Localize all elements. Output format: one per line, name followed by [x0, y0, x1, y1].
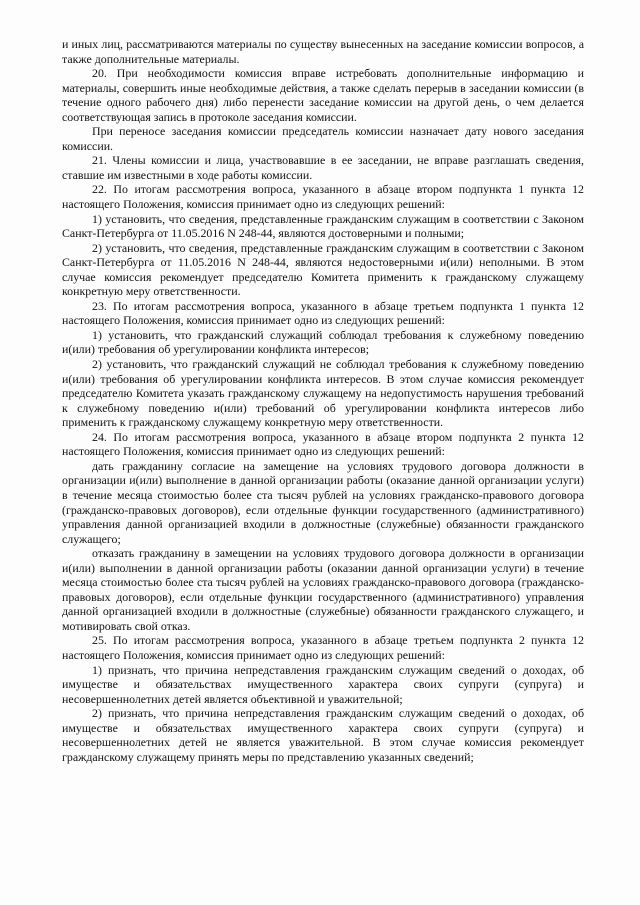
paragraph: 2) признать, что причина непредставления гражданским служащим сведений о доходах, об имуществе и обязательствах имущественного характера своих супруги (супруга) и несовершеннолетних детей не является уважительной. В этом случае комиссия рекомендует гражданскому служащему принять меры по представлению указанных сведений;: [62, 706, 584, 764]
paragraph: отказать гражданину в замещении на условиях трудового договора должности в организации и(или) выполнении в данной организации работы (оказании данной организации услуги) в течение месяца стоимостью более ста тысяч рублей на условиях гражданско-правового договора (гражданско-правовых договоров), если отдельные функции государственного (административного) управления данной организацией входили в должностные (служебные) обязанности гражданского служащего, и мотивировать свой отказ.: [62, 546, 584, 633]
paragraph: 1) установить, что сведения, представленные гражданским служащим в соответствии с Законом Санкт-Петербурга от 11.05.2016 N 248-44, являются достоверными и полными;: [62, 211, 584, 241]
paragraph: 1) установить, что гражданский служащий соблюдал требования к служебному поведению и(или) требования об урегулировании конфликта интересов;: [62, 327, 584, 357]
paragraph: 24. По итогам рассмотрения вопроса, указанного в абзаце втором подпункта 2 пункта 12 настоящего Положения, комиссия принимает одно из следующих решений:: [62, 429, 584, 459]
paragraph: дать гражданину согласие на замещение на условиях трудового договора должности в организации и(или) выполнение в данной организации работы (оказание данной организации услуги) в течение месяца стоимостью более ста тысяч рублей на условиях гражданско-правового договора (гражданско-правовых договоров), если отдельные функции государственного (административного) управления данной организацией входили в должностные (служебные) обязанности гражданского служащего;: [62, 458, 584, 546]
document-body: [62, 37, 584, 764]
paragraph: При переносе заседания комиссии председатель комиссии назначает дату нового заседания комиссии.: [62, 124, 584, 153]
paragraph: 25. По итогам рассмотрения вопроса, указанного в абзаце третьем подпункта 2 пункта 12 настоящего Положения, комиссия принимает одно из следующих решений:: [62, 633, 584, 662]
paragraph: 21. Члены комиссии и лица, участвовавшие в ее заседании, не вправе разглашать сведения, ставшие им известными в ходе работы комиссии.: [62, 153, 584, 182]
paragraph: и иных лиц, рассматриваются материалы по существу вынесенных на заседание комиссии вопросов, а также дополнительные материалы.: [62, 37, 584, 66]
paragraph: 22. По итогам рассмотрения вопроса, указанного в абзаце втором подпункта 1 пункта 12 настоящего Положения, комиссия принимает одно из следующих решений:: [62, 182, 584, 212]
paragraph: 2) установить, что гражданский служащий не соблюдал требования к служебному поведению и(или) требования об урегулировании конфликта интересов. В этом случае комиссия рекомендует председателю Комитета указать гражданскому служащему на недопустимость нарушения требований к служебному поведению и(или) требований об урегулировании конфликта интересов либо применить к гражданскому служащему конкретную меру ответственности.: [62, 357, 584, 430]
paragraph: 23. По итогам рассмотрения вопроса, указанного в абзаце третьем подпункта 1 пункта 12 настоящего Положения, комиссия принимает одно из следующих решений:: [62, 298, 584, 328]
paragraph: 20. При необходимости комиссия вправе истребовать дополнительные информацию и материалы, совершить иные необходимые действия, а также сделать перерыв в заседании комиссии (в течение одного рабочего дня) либо перенести заседание комиссии на другой день, о чем делается соответствующая запись в протоколе заседания комиссии.: [62, 66, 584, 124]
paragraph: 2) установить, что сведения, представленные гражданским служащим в соответствии с Законом Санкт-Петербурга от 11.05.2016 N 248-44, являются недостоверными и(или) неполными. В этом случае комиссия рекомендует председателю Комитета применить к гражданскому служащему конкретную меру ответственности.: [62, 240, 584, 299]
paragraph: 1) признать, что причина непредставления гражданским служащим сведений о доходах, об имуществе и обязательствах имущественного характера своих супруги (супруга) и несовершеннолетних детей является объективной и уважительной;: [62, 662, 584, 706]
